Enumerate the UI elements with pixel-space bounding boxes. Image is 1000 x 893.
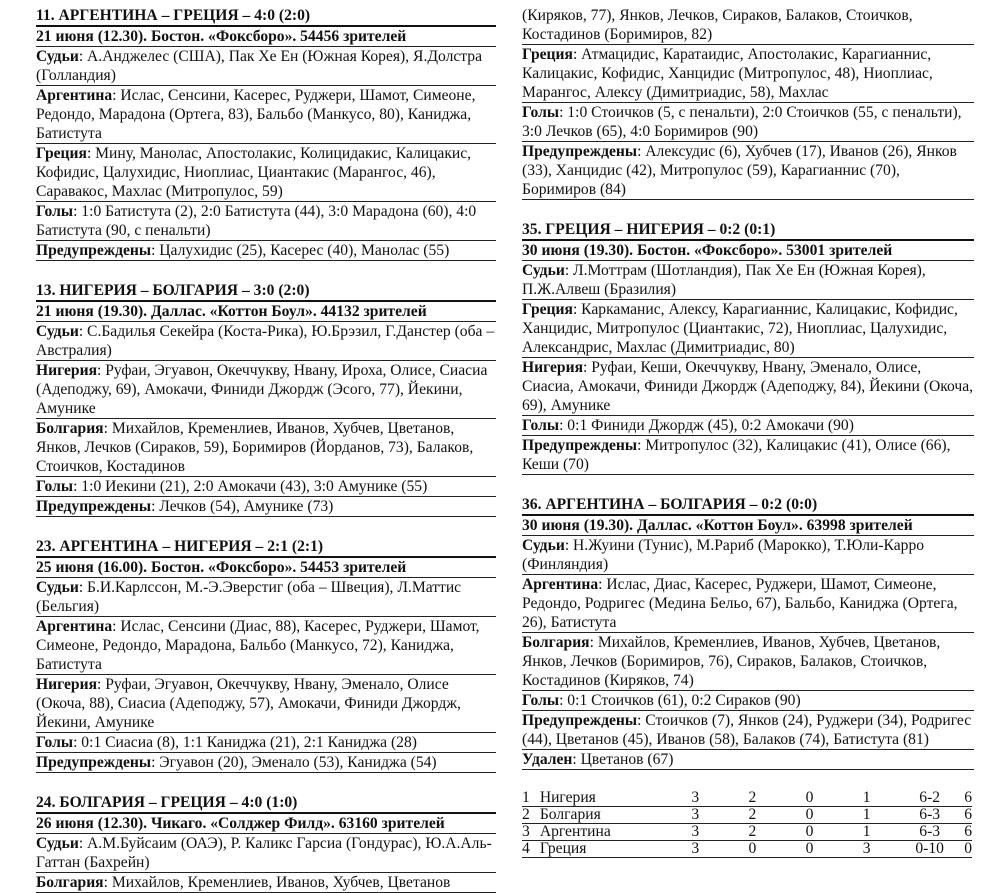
goals-line <box>36 202 496 241</box>
line-text: : Руфаи, Эгуавон, Океччукву, Нвану, Ироха, Олисе, Сиасиа (Адеподжу, 69), Амокачи, Финиди Джордж (Эсого, 77), Йекини, Амунике <box>36 362 488 417</box>
line-label: Аргентина <box>36 87 113 104</box>
line-label: Болгария <box>36 874 104 891</box>
line-text: : Михайлов, Кременлиев, Иванов, Хубчев, Цветанов, Янков, Лечков (Боримиров, 76), Сираков, Балаков, Стоичков, Костадинов (Киряков, 74) <box>522 634 941 689</box>
table-row <box>522 841 972 858</box>
line-label: Судьи <box>36 323 79 340</box>
match-title: 23. АРГЕНТИНА – НИГЕРИЯ – 2:1 (2:1) <box>36 537 496 558</box>
line-text: : Ислас, Сенсини, Касерес, Руджери, Шамот, Симеоне, Редондо, Марадона (Ортега, 83), Бальбо (Манкусо, 80), Каниджа, Батистута <box>36 87 476 142</box>
played-cell: 3 <box>667 824 724 841</box>
referees-line <box>36 47 496 86</box>
line-text: : Митропулос (32), Калицакис (41), Олисе (66), Кеши (70) <box>522 437 951 473</box>
line-text: : Алексудис (6), Хубчев (17), Иванов (26), Янков (33), Ханцидис (42), Митропулос (59), Карагианнис (70), Боримиров (84) <box>522 143 957 198</box>
line-label: Нигерия <box>36 676 98 693</box>
wins-cell: 2 <box>724 824 781 841</box>
match-title: 24. БОЛГАРИЯ – ГРЕЦИЯ – 4:0 (1:0) <box>36 793 496 814</box>
lineup-line <box>36 675 496 733</box>
line-label: Голы <box>522 692 560 709</box>
line-label: Нигерия <box>522 359 584 376</box>
points-cell: 6 <box>964 789 972 806</box>
losses-cell: 3 <box>838 841 895 858</box>
line-label: Предупреждены <box>36 498 152 515</box>
losses-cell: 1 <box>838 807 895 824</box>
line-text: : Б.И.Карлссон, М.-Э.Эверстиг (оба – Швеция), Л.Маттис (Бельгия) <box>36 579 462 615</box>
position-cell: 2 <box>522 807 540 824</box>
line-label: Болгария <box>522 634 590 651</box>
line-label: Предупреждены <box>522 437 638 454</box>
line-text: : Михайлов, Кременлиев, Иванов, Хубчев, Цветанов, Янков, Лечков (Сираков, 59), Боримиров (Йорданов, 73), Балаков, Стоичков, Костадинов <box>36 420 474 475</box>
referees-line <box>522 536 974 575</box>
wins-cell: 2 <box>724 790 781 807</box>
points-cell: 6 <box>964 806 972 823</box>
line-text: : Цветанов (67) <box>572 751 674 768</box>
line-label: Нигерия <box>36 362 98 379</box>
line-text: : Михайлов, Кременлиев, Иванов, Хубчев, Цветанов <box>103 874 451 891</box>
line-label: Греция <box>522 46 573 63</box>
team-cell: Нигерия <box>540 790 667 807</box>
team-cell: Греция <box>540 841 667 858</box>
table-row <box>522 790 972 807</box>
cautions-line <box>36 497 496 517</box>
cautions-line <box>522 142 974 200</box>
line-label: Аргентина <box>36 618 113 635</box>
losses-cell: 1 <box>838 824 895 841</box>
line-text: : Руфаи, Кеши, Океччукву, Нвану, Эменало, Олисе, Сиасиа, Амокачи, Финиди Джордж (Адеподжу, 84), Йекини (Окоча, 69), Амунике <box>522 359 974 414</box>
referees-line <box>36 322 496 361</box>
goals-line <box>522 416 974 436</box>
lineup-line <box>36 144 496 202</box>
line-label: Предупреждены <box>522 143 638 160</box>
points-cell: 0 <box>964 840 972 857</box>
draws-cell: 0 <box>781 807 838 824</box>
line-text: : 0:1 Стоичков (61), 0:2 Сираков (90) <box>559 692 801 709</box>
match-date: 26 июня (12.30). Чикаго. «Солджер Филд». 63160 зрителей <box>36 814 496 834</box>
goals-line <box>36 733 496 753</box>
line-label: Судьи <box>36 579 79 596</box>
lineup-continuation: (Киряков, 77), Янков, Лечков, Сираков, Балаков, Стоичков, Костадинов (Боримиров, 82) <box>522 6 974 45</box>
referees-line <box>36 834 496 873</box>
wins-cell: 0 <box>724 841 781 858</box>
goals-cell: 6-3 <box>895 824 964 841</box>
sent-off-line <box>522 750 974 770</box>
line-text: : Атмацидис, Каратаидис, Апостолакис, Карагианнис, Калицакис, Кофидис, Ханцидис (Митропулос, 48), Ниоплиас, Марангос, Алексу (Димитриадис, 58), Махлас <box>522 46 933 101</box>
line-text: : 0:1 Сиасиа (8), 1:1 Каниджа (21), 2:1 Каниджа (28) <box>73 734 417 751</box>
line-label: Предупреждены <box>522 712 638 729</box>
table-row <box>522 807 972 824</box>
match-35 <box>522 220 974 475</box>
line-text: : Стоичков (7), Янков (24), Руджери (34), Родригес (44), Цветанов (45), Иванов (58), Балаков (74), Батистута (81) <box>522 712 972 748</box>
match-13 <box>36 281 496 517</box>
line-text: : Ислас, Диас, Касерес, Руджери, Шамот, Симеоне, Редондо, Родригес (Медина Бельо, 67), Бальбо, Каниджа (Ортега, 26), Батистута <box>522 576 958 631</box>
played-cell: 3 <box>667 790 724 807</box>
line-text: : Ислас, Сенсини (Диас, 88), Касерес, Руджери, Шамот, Симеоне, Редондо, Марадона, Бальбо (Манкусо, 72), Каниджа, Батистута <box>36 618 480 673</box>
team-cell: Аргентина <box>540 824 667 841</box>
match-23 <box>36 537 496 773</box>
line-label: Голы <box>36 478 74 495</box>
match-date: 21 июня (12.30). Бостон. «Фоксборо». 54456 зрителей <box>36 27 496 47</box>
line-label: Судьи <box>522 537 565 554</box>
line-label: Голы <box>36 734 74 751</box>
draws-cell: 0 <box>781 790 838 807</box>
line-text: : А.Анджелес (США), Пак Хе Ен (Южная Корея), Я.Долстра (Голландия) <box>36 48 483 84</box>
played-cell: 3 <box>667 807 724 824</box>
right-column <box>522 6 974 858</box>
lineup-line <box>36 361 496 419</box>
referees-line <box>36 578 496 617</box>
line-label: Болгария <box>36 420 104 437</box>
cautions-line <box>36 241 496 261</box>
position-cell: 1 <box>522 790 540 807</box>
match-date: 25 июня (16.00). Бостон. «Фоксборо». 54453 зрителей <box>36 558 496 578</box>
match-date: 21 июня (19.30). Даллас. «Коттон Боул». 44132 зрителей <box>36 302 496 322</box>
line-label: Греция <box>36 145 87 162</box>
match-title: 13. НИГЕРИЯ – БОЛГАРИЯ – 3:0 (2:0) <box>36 281 496 302</box>
line-label: Удален <box>522 751 573 768</box>
lineup-line <box>522 633 974 691</box>
goals-line <box>522 103 974 142</box>
standings-table <box>522 790 972 858</box>
line-label: Предупреждены <box>36 242 152 259</box>
lineup-line <box>36 86 496 144</box>
lineup-line <box>522 358 974 416</box>
goals-cell: 6-3 <box>895 807 964 824</box>
line-text: : Лечков (54), Амунике (73) <box>151 498 334 515</box>
lineup-line <box>36 419 496 477</box>
position-cell: 4 <box>522 841 540 858</box>
match-date: 30 июня (19.30). Даллас. «Коттон Боул». 63998 зрителей <box>522 516 974 536</box>
line-text: : 1:0 Иекини (21), 2:0 Амокачи (43), 3:0 Амунике (55) <box>73 478 428 495</box>
losses-cell: 1 <box>838 790 895 807</box>
referees-line <box>522 261 974 300</box>
draws-cell: 0 <box>781 841 838 858</box>
line-text: : 1:0 Батистута (2), 2:0 Батистута (44), 3:0 Марадона (60), 4:0 Батистута (90, с пенальти) <box>36 203 477 239</box>
line-text: : Н.Жуини (Тунис), М.Рариб (Марокко), Т.Юли-Карро (Финляндия) <box>522 537 925 573</box>
lineup-line <box>522 300 974 358</box>
line-text: : Руфаи, Эгуавон, Океччукву, Нвану, Эменало, Олисе (Окоча, 88), Сиасиа (Адеподжу, 57), Амокачи, Финиди Джордж, Йекини, Амунике <box>36 676 461 731</box>
goals-line <box>522 691 974 711</box>
line-text: : Мину, Манолас, Апостолакис, Колицидакис, Калицакис, Кофидис, Цалухидис, Ниоплиас, Циантакис (Марангос, 46), Саравакос, Махлас (Митропулос, 59) <box>36 145 472 200</box>
played-cell: 3 <box>667 841 724 858</box>
table-row <box>522 824 972 841</box>
line-label: Голы <box>36 203 74 220</box>
line-text: : Л.Моттрам (Шотландия), Пак Хе Ен (Южная Корея), П.Ж.Алвеш (Бразилия) <box>522 262 926 298</box>
line-label: Аргентина <box>522 576 599 593</box>
lineup-line <box>36 617 496 675</box>
match-24 <box>36 793 496 893</box>
lineup-line <box>522 45 974 103</box>
line-text: : Каркаманис, Алексу, Карагианнис, Калицакис, Кофидис, Ханцидис, Митропулос (Циантакис, 72), Ниоплиас, Цалухидис, Александрис, Махлас (Димитриадис, 80) <box>522 301 958 356</box>
team-cell: Болгария <box>540 807 667 824</box>
line-label: Голы <box>522 104 560 121</box>
position-cell: 3 <box>522 824 540 841</box>
match-11 <box>36 6 496 261</box>
line-text: : Цалухидис (25), Касерес (40), Манолас (55) <box>151 242 450 259</box>
match-36 <box>522 495 974 770</box>
cautions-line <box>522 711 974 750</box>
line-label: Судьи <box>36 48 79 65</box>
line-label: Судьи <box>36 835 79 852</box>
match-title: 35. ГРЕЦИЯ – НИГЕРИЯ – 0:2 (0:1) <box>522 220 974 241</box>
match-title: 36. АРГЕНТИНА – БОЛГАРИЯ – 0:2 (0:0) <box>522 495 974 516</box>
match-24-continued <box>522 6 974 200</box>
line-label: Голы <box>522 417 560 434</box>
line-text: : А.М.Буйсаим (ОАЭ), Р. Каликс Гарсиа (Гондурас), Ю.А.Аль-Гаттан (Бахрейн) <box>36 835 492 871</box>
line-label: Греция <box>522 301 573 318</box>
line-label: Предупреждены <box>36 754 152 771</box>
line-text: : С.Бадилья Секейра (Коста-Рика), Ю.Брэзил, Г.Данстер (оба – Австралия) <box>36 323 495 359</box>
line-label: Судьи <box>522 262 565 279</box>
points-cell: 6 <box>964 823 972 840</box>
goals-line <box>36 477 496 497</box>
lineup-line <box>522 575 974 633</box>
wins-cell: 2 <box>724 807 781 824</box>
left-column <box>36 6 496 893</box>
line-text: : 1:0 Стоичков (5, с пенальти), 2:0 Стоичков (55, с пенальти), 3:0 Лечков (65), 4:0 Боримиров (90) <box>522 104 962 140</box>
cautions-line <box>522 436 974 475</box>
line-text: : Эгуавон (20), Эменало (53), Каниджа (54) <box>151 754 437 771</box>
goals-cell: 6-2 <box>895 790 964 807</box>
match-date: 30 июня (19.30). Бостон. «Фоксборо». 53001 зрителей <box>522 241 974 261</box>
goals-cell: 0-10 <box>895 841 964 858</box>
cautions-line <box>36 753 496 773</box>
draws-cell: 0 <box>781 824 838 841</box>
lineup-line <box>36 873 496 893</box>
line-text: : 0:1 Финиди Джордж (45), 0:2 Амокачи (90) <box>559 417 854 434</box>
match-title: 11. АРГЕНТИНА – ГРЕЦИЯ – 4:0 (2:0) <box>36 6 496 27</box>
